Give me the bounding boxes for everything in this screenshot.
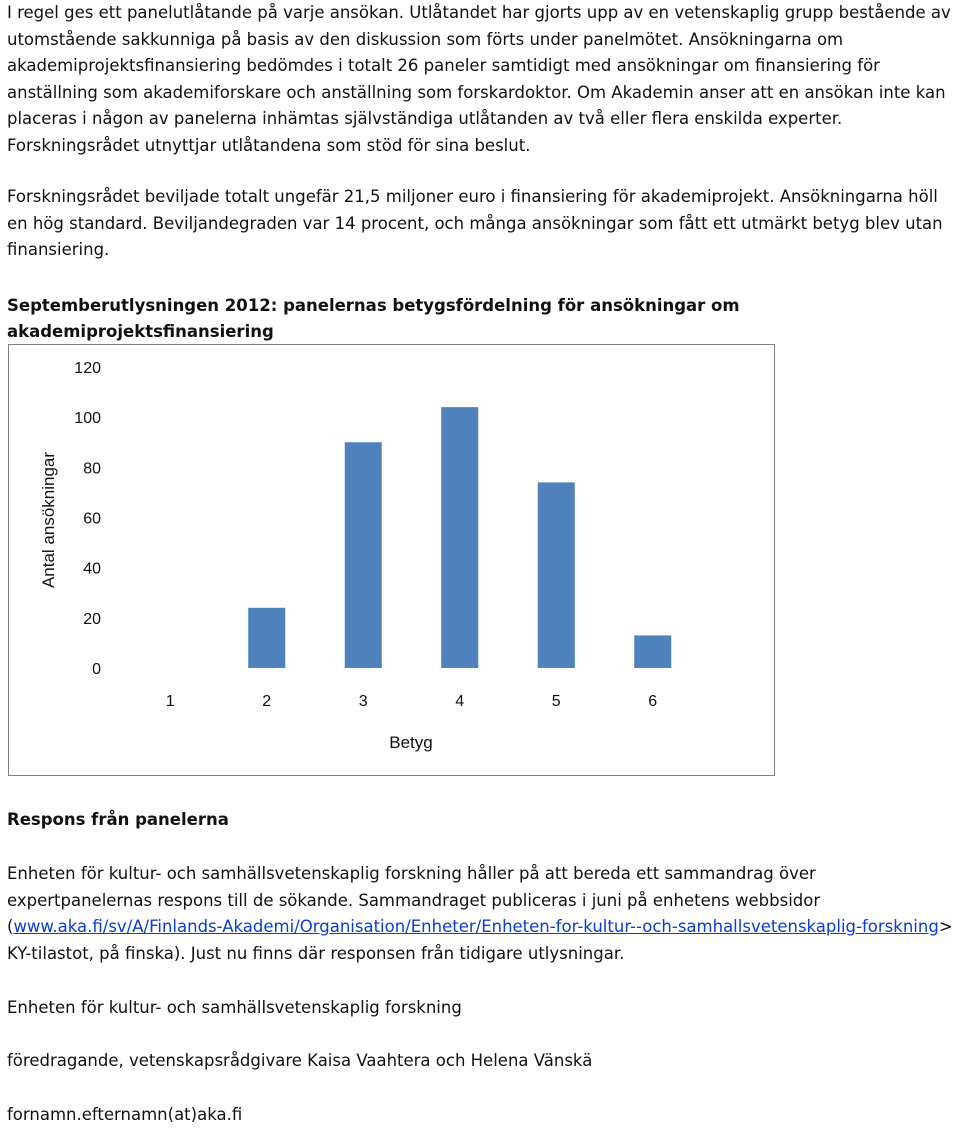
x-tick-label: 3 [358, 693, 368, 710]
y-tick-label: 100 [74, 410, 101, 428]
x-tick-label: 2 [262, 693, 272, 710]
y-tick-label: 80 [83, 460, 101, 478]
chart-frame [8, 344, 775, 776]
bar-grade-2 [248, 608, 285, 668]
intro-paragraph-2: Forskningsrådet beviljade totalt ungefär 21,5 miljoner euro i finansiering för akademiprojekt. Ansökningarna höll en hög standard. Beviljandegraden var 14 procent, och många ansökningar som fått ett utmärkt betyg blev utan finansiering. [7, 187, 943, 259]
y-tick-labels [74, 360, 101, 678]
x-tick-labels [166, 693, 658, 710]
y-axis-title: Antal ansökningar [39, 451, 58, 589]
chart-heading: Septemberutlysningen 2012: panelernas betygsfördelning för ansökningar om akademiprojektsfinansiering [7, 296, 740, 341]
presenters: föredragande, vetenskapsrådgivare Kaisa Vaahtera och Helena Vänskä [7, 1051, 593, 1070]
x-tick-label: 4 [455, 693, 465, 710]
unit-name: Enheten för kultur- och samhällsvetenskaplig forskning [7, 998, 462, 1017]
y-tick-label: 40 [83, 560, 101, 578]
bar-grade-3 [345, 442, 382, 668]
response-paragraph [7, 861, 957, 967]
response-text-before: Enheten för kultur- och samhällsvetenskaplig forskning håller på att bereda ett sammandrag över expertpanelernas respons till de sökande. Sammandraget publiceras i juni på enhetens webbsidor ( [7, 864, 821, 936]
y-tick-label: 0 [92, 661, 101, 678]
response-text-after: > KY-tilastot, på finska). Just nu finns där responsen från tidigare utlysningar. [7, 917, 953, 963]
bars [248, 407, 671, 668]
x-tick-label: 1 [165, 693, 175, 710]
x-axis-title: Betyg [389, 733, 433, 752]
bar-chart [9, 345, 776, 777]
bar-grade-5 [538, 482, 575, 668]
x-tick-label: 5 [551, 693, 561, 710]
bar-grade-6 [634, 635, 671, 668]
y-tick-label: 60 [83, 510, 101, 528]
y-tick-label: 20 [83, 610, 101, 628]
response-heading: Respons från panelerna [7, 810, 229, 829]
x-tick-label: 6 [648, 693, 658, 710]
unit-webpage-link[interactable]: www.aka.fi/sv/A/Finlands-Akademi/Organisation/Enheter/Enheten-for-kultur--och-samhallsvetenskaplig-forskning [13, 917, 939, 936]
y-tick-label: 120 [74, 360, 101, 377]
contact-email: fornamn.efternamn(at)aka.fi [7, 1105, 243, 1124]
bar-grade-4 [441, 407, 478, 668]
intro-paragraph-1: I regel ges ett panelutlåtande på varje ansökan. Utlåtandet har gjorts upp av en vetenskaplig grupp bestående av utomstående sakkunniga på basis av den diskussion som förts under panelmötet. Ansökningarna om akademiprojektsfinansiering bedömdes i totalt 26 paneler samtidigt med ansökningar om finansiering för anställning som akademiforskare och anställning som forskardoktor. Om Akademin anser att en ansökan inte kan placeras i någon av panelerna inhämtas självständiga utlåtanden av två eller flera enskilda experter. Forskningsrådet utnyttjar utlåtandena som stöd för sina beslut. [7, 3, 951, 155]
